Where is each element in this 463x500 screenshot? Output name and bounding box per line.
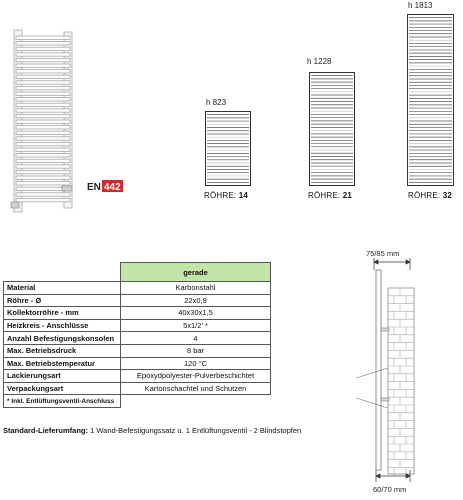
row-value: Kartonschachtel und Schutzen: [121, 382, 271, 395]
spec-table-footnote: * Inkl. Entlüftungsventil-Anschluss: [4, 395, 121, 408]
spec-table: [3, 262, 271, 408]
radiator-bar: [16, 109, 70, 112]
table-row: [4, 294, 271, 307]
spec-table-footnote-row: [4, 395, 271, 408]
radiator-bar: [16, 148, 70, 151]
size-1228-height-label: h 1228: [307, 57, 332, 66]
radiator-bar: [16, 86, 70, 89]
radiator-bar: [16, 142, 70, 145]
table-row: [4, 319, 271, 332]
size-1813-roehre-label: RÖHRE: 32: [408, 191, 453, 200]
mounting-diagram: [336, 258, 456, 486]
table-row: [4, 357, 271, 370]
en442-logo-icon: [86, 179, 124, 193]
radiator-bar: [16, 47, 70, 50]
table-row: [4, 282, 271, 295]
radiator-bar: [16, 120, 70, 123]
table-row: [4, 382, 271, 395]
radiator-bar: [16, 64, 70, 67]
radiator-bar: [16, 42, 70, 45]
radiator-bar: [16, 92, 70, 95]
row-label: Kollektorröhre - mm: [4, 307, 121, 320]
row-value: 8 bar: [121, 344, 271, 357]
radiator-bar: [16, 81, 70, 84]
radiator-bar: [16, 126, 70, 129]
row-value: 120 °C: [121, 357, 271, 370]
row-label: Anzahl Befestigungskonsolen: [4, 332, 121, 345]
radiator-1228-drawing: [309, 72, 355, 186]
radiator-bar: [16, 53, 70, 56]
top-dimension-label: 75/85 mm: [366, 249, 400, 258]
row-value: 22x0,9: [121, 294, 271, 307]
row-label: Max. Betriebsdruck: [4, 344, 121, 357]
row-label: Max. Betriebstemperatur: [4, 357, 121, 370]
table-row: [4, 307, 271, 320]
radiator-bar: [16, 193, 70, 196]
radiator-bar: [16, 58, 70, 61]
radiator-bar: [16, 75, 70, 78]
radiator-bar: [16, 154, 70, 157]
size-1228-roehre-label: RÖHRE: 21: [308, 191, 353, 200]
radiator-1813-drawing: [407, 14, 454, 186]
standard-delivery-label: Standard-Lieferumfang:: [3, 426, 89, 435]
radiator-bar: [16, 131, 70, 134]
size-1813-height-label: h 1813: [408, 1, 433, 10]
row-label: Material: [4, 282, 121, 295]
size-823-height-label: h 823: [206, 98, 227, 107]
spec-table-header: gerade: [121, 263, 271, 282]
spec-table-header-row: [4, 263, 271, 282]
radiator-bar: [16, 176, 70, 179]
radiator-bar: [16, 198, 70, 201]
row-label: Lackierungsart: [4, 370, 121, 383]
row-value: 4: [121, 332, 271, 345]
radiator-bar: [16, 70, 70, 73]
radiator-bar: [16, 98, 70, 101]
row-label: Röhre - Ø: [4, 294, 121, 307]
row-label: Verpackungsart: [4, 382, 121, 395]
radiator-bar: [16, 159, 70, 162]
radiator-bar: [16, 114, 70, 117]
radiator-bar: [16, 103, 70, 106]
radiator-bar: [16, 170, 70, 173]
size-823-roehre-label: RÖHRE: 14: [204, 191, 249, 200]
radiator-bar: [16, 165, 70, 168]
radiator-bar: [16, 182, 70, 185]
row-value: 5x1/2' *: [121, 319, 271, 332]
table-row: [4, 370, 271, 383]
bottom-dimension-label: 60/70 mm: [373, 485, 407, 494]
row-value: Epoxydpolyester-Pulverbeschichtet: [121, 370, 271, 383]
radiator-bar: [16, 137, 70, 140]
table-row: [4, 332, 271, 345]
standard-delivery-text: 1 Wand-Befestigungssatz u. 1 Entlüftungsventil - 2 Blindstopfen: [90, 426, 302, 435]
svg-text:442: 442: [104, 182, 121, 193]
standard-delivery: [3, 426, 301, 435]
svg-text:EN: EN: [87, 182, 101, 193]
row-label: Heizkreis - Anschlüsse: [4, 319, 121, 332]
table-row: [4, 344, 271, 357]
row-value: 40x30x1,5: [121, 307, 271, 320]
radiator-bar: [16, 36, 70, 39]
radiator-823-drawing: [205, 111, 251, 186]
row-value: Karbonstahl: [121, 282, 271, 295]
radiator-illustration: [4, 26, 80, 216]
